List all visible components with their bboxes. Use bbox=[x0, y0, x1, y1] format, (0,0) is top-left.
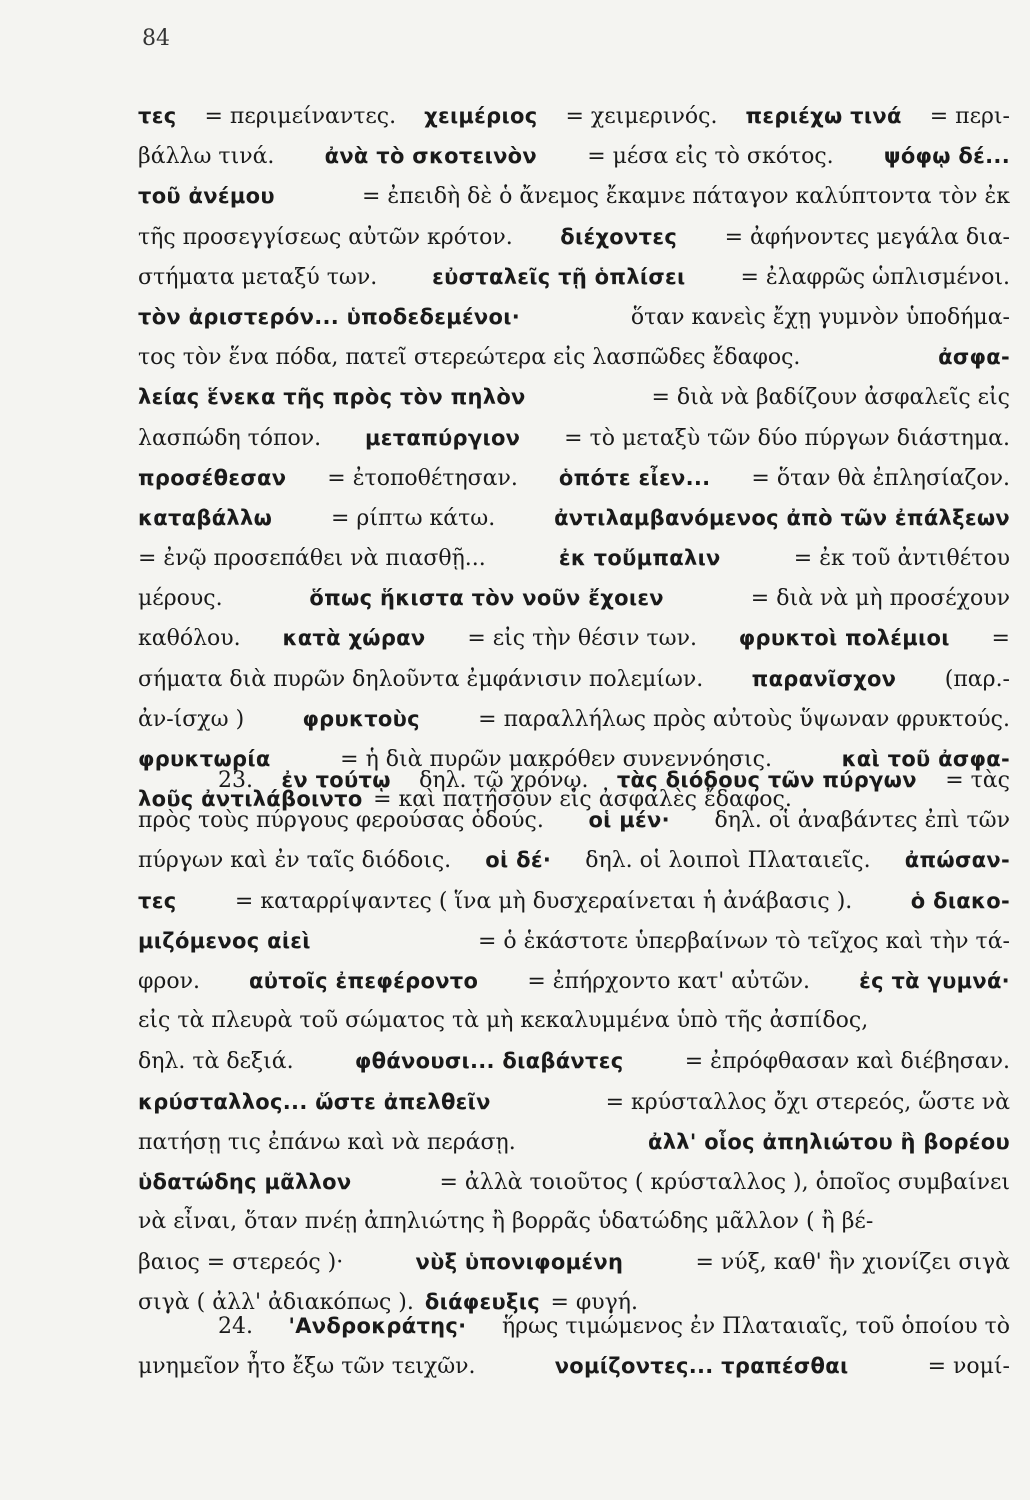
lemma-term: εὐσταλεῖς τῇ ὁπλίσει bbox=[432, 264, 686, 289]
lemma-term: παρανῖσχον bbox=[751, 666, 897, 691]
text-line bbox=[138, 217, 1010, 257]
gloss-text: νὰ εἶναι, ὅταν πνέῃ ἀπηλιώτης ἢ βορρᾶς ὑδατώδης μᾶλλον ( ἢ βέ- bbox=[138, 1209, 874, 1235]
gloss-text: δηλ. οἱ ἀναβάντες ἐπὶ τῶν bbox=[714, 808, 1010, 834]
lemma-term: διάφευξις bbox=[424, 1290, 540, 1315]
lemma-term: τὸν ἀριστερόν... ὑποδεδεμένοι· bbox=[138, 304, 521, 329]
text-line bbox=[138, 699, 1010, 739]
text-line bbox=[138, 1346, 1010, 1386]
lemma-term: μεταπύργιον bbox=[364, 425, 521, 450]
gloss-text: πύργων καὶ ἐν ταῖς διόδοις. bbox=[138, 848, 452, 874]
gloss-text: = ἐνῷ προσεπάθει νὰ πιασθῇ... bbox=[138, 546, 486, 572]
text-line bbox=[138, 377, 1010, 417]
gloss-text: = νύξ, καθ' ἣν χιονίζει σιγὰ bbox=[695, 1250, 1010, 1276]
gloss-text: βαιος = στερεός )· bbox=[138, 1250, 344, 1276]
gloss-text: = διὰ νὰ μὴ προσέχουν bbox=[750, 586, 1010, 612]
gloss-text: δηλ. τῷ χρόνῳ. bbox=[419, 768, 589, 793]
text-line bbox=[138, 1122, 1010, 1162]
gloss-text: = ἀλλὰ τοιοῦτος ( κρύσταλλος ), ὁποῖος συμβαίνει bbox=[439, 1169, 1010, 1195]
gloss-text: = ρίπτω κάτω. bbox=[330, 505, 496, 531]
gloss-text: πατήσῃ τις ἐπάνω καὶ νὰ περάσῃ. bbox=[138, 1129, 516, 1155]
gloss-text: πρὸς τοὺς πύργους φερούσας ὁδούς. bbox=[138, 808, 544, 834]
lemma-term: ὑδατώδης μᾶλλον bbox=[138, 1169, 352, 1194]
lemma-term: νομίζοντες... τραπέσθαι bbox=[554, 1354, 849, 1379]
lemma-term: ἐκ τοὔμπαλιν bbox=[558, 546, 721, 571]
lemma-term: ἀπώσαν- bbox=[904, 848, 1010, 873]
text-line bbox=[138, 840, 1010, 880]
text-line bbox=[138, 538, 1010, 578]
paragraph-24 bbox=[138, 1306, 1010, 1386]
lemma-term: οἱ δέ· bbox=[485, 848, 552, 873]
lemma-term: ἀνὰ τὸ σκοτεινὸν bbox=[324, 144, 538, 169]
text-line bbox=[138, 297, 1010, 337]
gloss-text: μέρους. bbox=[138, 586, 223, 612]
gloss-text: = χειμερινός. bbox=[565, 104, 718, 129]
gloss-text: = ἐπρόφθασαν καὶ διέβησαν. bbox=[684, 1049, 1010, 1075]
lemma-term: τοῦ ἀνέμου bbox=[138, 184, 275, 209]
gloss-text: 24. bbox=[218, 1314, 253, 1339]
paragraph-22-continued bbox=[138, 96, 1010, 819]
lemma-term: ψόφῳ δέ... bbox=[883, 144, 1010, 169]
lemma-term: ἀλλ' οἷος ἀπηλιώτου ἢ βορέου bbox=[647, 1129, 1010, 1154]
text-line bbox=[138, 96, 1010, 136]
gloss-text: = φυγή. bbox=[550, 1290, 638, 1316]
text-line bbox=[138, 498, 1010, 538]
gloss-text: λασπώδη τόπον. bbox=[138, 425, 322, 451]
lemma-term: ἐς τὰ γυμνά· bbox=[859, 968, 1010, 993]
lemma-term: τες bbox=[138, 104, 177, 128]
lemma-term: διέχοντες bbox=[560, 224, 678, 249]
lemma-term: φρυκτωρία bbox=[138, 747, 271, 771]
lemma-term: ὁπότε εἶεν... bbox=[558, 465, 711, 490]
gloss-text: τος τὸν ἕνα πόδα, πατεῖ στερεώτερα εἰς λασπῶδες ἔδαφος. bbox=[138, 345, 801, 371]
lemma-term: κρύσταλλος... ὥστε ἀπελθεῖν bbox=[138, 1089, 491, 1114]
gloss-text: = ἀφήνοντες μεγάλα δια- bbox=[724, 224, 1010, 250]
text-line bbox=[138, 618, 1010, 658]
gloss-text: σιγὰ ( ἀλλ' ἀδιακόπως ). bbox=[138, 1290, 414, 1316]
gloss-text: = κρύσταλλος ὄχι στερεός, ὥστε νὰ bbox=[605, 1089, 1010, 1115]
gloss-text: = καὶ πατήσουν εἰς ἀσφαλὲς ἔδαφος. bbox=[373, 787, 792, 813]
text-line bbox=[138, 921, 1010, 961]
text-line bbox=[138, 1001, 1010, 1041]
lemma-term: καὶ τοῦ ἀσφα- bbox=[841, 747, 1010, 771]
text-line bbox=[138, 1202, 1010, 1242]
gloss-text: = ἐπειδὴ δὲ ὁ ἄνεμος ἔκαμνε πάταγον καλύπτοντα τὸν ἐκ bbox=[361, 184, 1010, 210]
lemma-term: προσέθεσαν bbox=[138, 465, 287, 490]
lemma-term: χειμέριος bbox=[424, 104, 538, 128]
gloss-text: καθόλου. bbox=[138, 626, 241, 652]
text-line bbox=[138, 659, 1010, 699]
lemma-term: τες bbox=[138, 888, 177, 913]
text-line bbox=[138, 1242, 1010, 1282]
gloss-text: = ἡ διὰ πυρῶν μακρόθεν συνεννόησις. bbox=[340, 747, 772, 772]
text-line bbox=[138, 881, 1010, 921]
gloss-text: = ἐπήρχοντο κατ' αὐτῶν. bbox=[527, 968, 811, 994]
gloss-text: βάλλω τινά. bbox=[138, 144, 275, 170]
gloss-text: = bbox=[991, 626, 1010, 652]
text-line bbox=[138, 136, 1010, 176]
lemma-term: οἱ μέν· bbox=[588, 808, 670, 833]
text-line bbox=[138, 800, 1010, 840]
text-line bbox=[138, 1082, 1010, 1122]
paragraph-23 bbox=[138, 760, 1010, 1323]
lemma-term: καταβάλλω bbox=[138, 505, 273, 530]
text-line bbox=[138, 1306, 1010, 1346]
text-line bbox=[138, 337, 1010, 377]
text-line bbox=[138, 961, 1010, 1001]
gloss-text: σήματα διὰ πυρῶν δηλοῦντα ἐμφάνισιν πολεμίων. bbox=[138, 666, 704, 692]
gloss-text: τῆς προσεγγίσεως αὐτῶν κρότον. bbox=[138, 224, 513, 250]
lemma-term: φθάνουσι... διαβάντες bbox=[354, 1049, 624, 1074]
gloss-text: = τὸ μεταξὺ τῶν δύο πύργων διάστημα. bbox=[564, 425, 1010, 451]
gloss-text: ὅταν κανεὶς ἔχῃ γυμνὸν ὑποδήμα- bbox=[630, 304, 1010, 330]
text-line bbox=[138, 458, 1010, 498]
gloss-text: = ἐλαφρῶς ὡπλισμένοι. bbox=[740, 264, 1010, 290]
gloss-text: = διὰ νὰ βαδίζουν ἀσφαλεῖς εἰς bbox=[651, 385, 1010, 411]
lemma-term: κατὰ χώραν bbox=[282, 626, 426, 651]
gloss-text: = ἐκ τοῦ ἀντιθέτου bbox=[793, 546, 1010, 572]
gloss-text: 23. bbox=[218, 768, 253, 793]
lemma-term: λείας ἕνεκα τῆς πρὸς τὸν πηλὸν bbox=[138, 385, 526, 410]
text-line bbox=[138, 257, 1010, 297]
gloss-text: = εἰς τὴν θέσιν των. bbox=[467, 626, 697, 652]
lemma-term: τὰς διόδους τῶν πύργων bbox=[616, 768, 917, 792]
text-line bbox=[138, 1162, 1010, 1202]
text-line bbox=[138, 760, 1010, 800]
lemma-term: μιζόμενος αἰεὶ bbox=[138, 928, 311, 953]
lemma-term: ὁ διακο- bbox=[910, 888, 1010, 913]
lemma-term: ἐν τούτῳ bbox=[281, 768, 391, 792]
gloss-text: = νομί- bbox=[927, 1354, 1010, 1380]
gloss-text: δηλ. τὰ δεξιά. bbox=[138, 1049, 294, 1075]
gloss-text: = ἐτοποθέτησαν. bbox=[327, 465, 518, 491]
gloss-text: = καταρρίψαντες ( ἵνα μὴ δυσχεραίνεται ἡ ἀνάβασις ). bbox=[234, 888, 853, 914]
gloss-text: = μέσα εἰς τὸ σκότος. bbox=[587, 144, 834, 170]
lemma-term: αὐτοῖς ἐπεφέροντο bbox=[249, 968, 479, 993]
gloss-text: = περιμείναντες. bbox=[204, 104, 397, 129]
gloss-text: φρον. bbox=[138, 968, 200, 994]
gloss-text: = ὅταν θὰ ἐπλησίαζον. bbox=[751, 465, 1010, 491]
gloss-text: ἥρως τιμώμενος ἐν Πλαταιαῖς, τοῦ ὁποίου τὸ bbox=[501, 1314, 1010, 1339]
lemma-term: λοῦς ἀντιλάβοιντο bbox=[138, 787, 363, 812]
lemma-term: ὅπως ἥκιστα τὸν νοῦν ἔχοιεν bbox=[309, 586, 664, 611]
gloss-text: στήματα μεταξύ των. bbox=[138, 264, 378, 290]
text-line bbox=[138, 578, 1010, 618]
gloss-text: μνημεῖον ἦτο ἔξω τῶν τειχῶν. bbox=[138, 1354, 476, 1380]
lemma-term: ἀσφα- bbox=[938, 345, 1010, 370]
gloss-text: εἰς τὰ πλευρὰ τοῦ σώματος τὰ μὴ κεκαλυμμένα ὑπὸ τῆς ἀσπίδος, bbox=[138, 1008, 869, 1034]
gloss-text: = παραλλήλως πρὸς αὐτοὺς ὕψωναν φρυκτούς. bbox=[478, 706, 1010, 732]
gloss-text: = περι- bbox=[929, 104, 1010, 129]
gloss-text: = ὁ ἑκάστοτε ὑπερβαίνων τὸ τεῖχος καὶ τὴν τά- bbox=[477, 928, 1010, 954]
text-line bbox=[138, 1041, 1010, 1081]
lemma-term: νὺξ ὑπονιφομένη bbox=[415, 1250, 624, 1275]
lemma-term: περιέχω τινά bbox=[745, 104, 902, 128]
lemma-term: ἀντιλαμβανόμενος ἀπὸ τῶν ἐπάλξεων bbox=[554, 505, 1010, 530]
text-line bbox=[138, 418, 1010, 458]
gloss-text: = τὰς bbox=[945, 768, 1010, 793]
lemma-term: φρυκτοὶ πολέμιοι bbox=[738, 626, 950, 651]
gloss-text: ἀν-ίσχω ) bbox=[138, 706, 245, 732]
text-line bbox=[138, 176, 1010, 216]
page-number: 84 bbox=[142, 26, 170, 51]
gloss-text: (παρ.- bbox=[944, 666, 1010, 692]
lemma-term: 'Ανδροκράτης· bbox=[288, 1314, 467, 1338]
lemma-term: φρυκτοὺς bbox=[302, 706, 420, 731]
gloss-text: δηλ. οἱ λοιποὶ Πλαταιεῖς. bbox=[585, 848, 871, 874]
